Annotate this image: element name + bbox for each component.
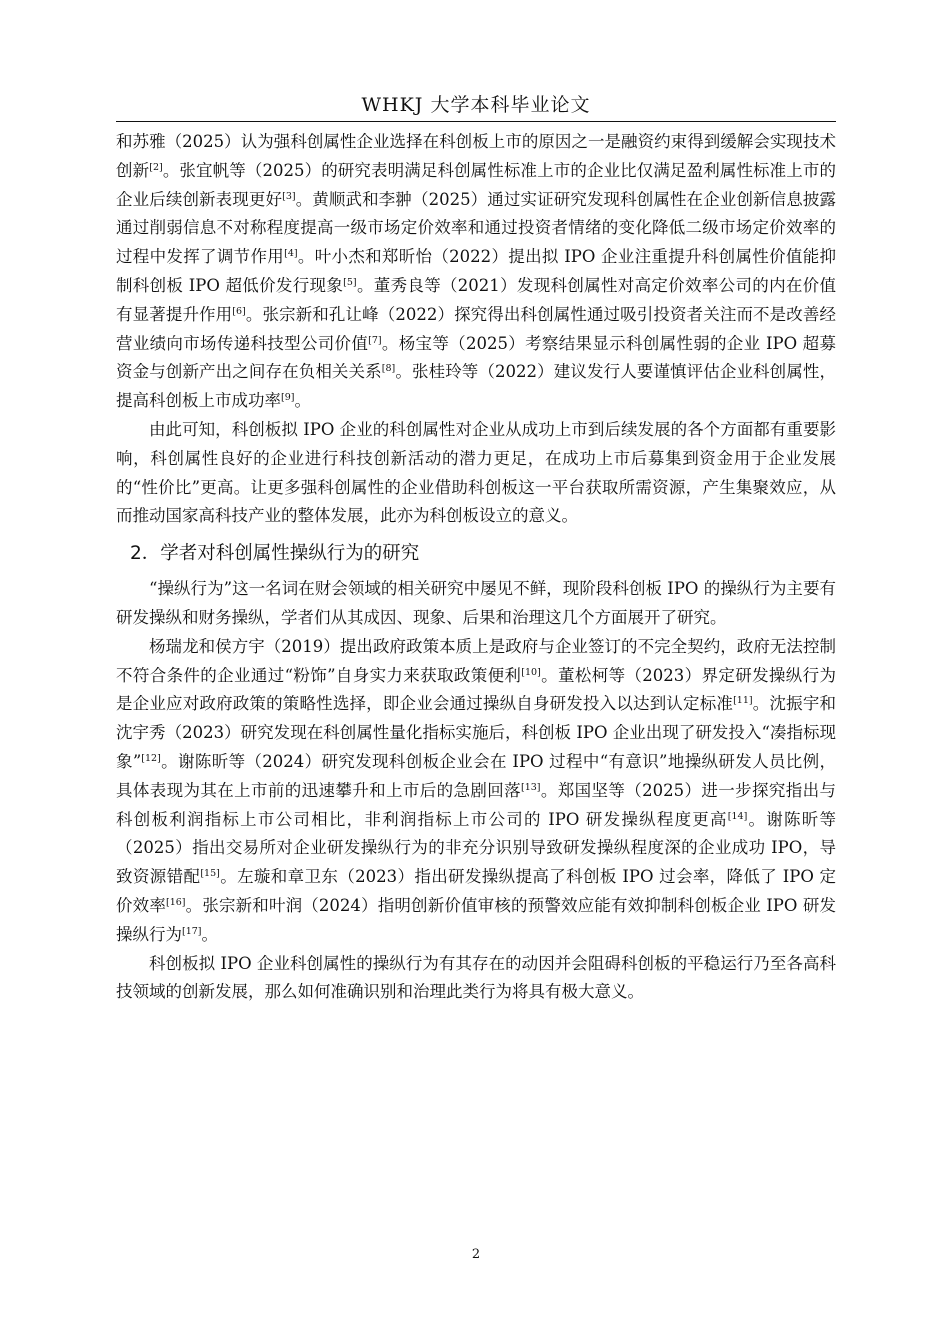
page-number: 2 xyxy=(471,1247,481,1262)
body-text xyxy=(116,128,836,1007)
citation-ref: [15] xyxy=(200,868,220,880)
citation-ref: [4] xyxy=(284,248,298,260)
text-run: 。叶小杰和郑昕怡（2022）提出拟 IPO 企业注重提升科创属性价值能抑制科创板 IPO 超低价发行现象 xyxy=(116,247,836,295)
text-run: 。张桂玲等（2022）建议发行人要谨慎评估企业科创属性，提高科创板上市成功率 xyxy=(116,362,837,411)
paragraph xyxy=(116,575,836,633)
text-run: 。董秀良等（2021）发现科创属性对高定价效率公司的内在价值有显著提升作用 xyxy=(116,275,836,324)
page-header-title: WHKJ 大学本科毕业论文 xyxy=(361,94,591,116)
citation-ref: [12] xyxy=(141,752,161,764)
citation-ref: [13] xyxy=(521,781,541,793)
paragraph xyxy=(116,950,836,1008)
text-run: 。郑国坚等（2025）进一步探究指出与科创板利润指标上市公司相比，非利润指标上市公司的 IPO 研发操纵程度更高 xyxy=(116,780,837,829)
header-divider xyxy=(116,121,836,122)
citation-ref: [7] xyxy=(368,334,382,346)
text-run: 。黄顺武和李翀（2025）通过实证研究发现科创属性在企业创新信息披露通过削弱信息不对称程度提高一级市场定价效率和通过投资者情绪的变化降低二级市场定价效率的过程中发挥了调节作用 xyxy=(116,189,836,267)
paragraph xyxy=(116,128,836,416)
text-run: “操纵行为”这一名词在财会领域的相关研究中屡见不鲜，现阶段科创板 IPO 的操纵行为主要有研发操纵和财务操纵，学者们从其成因、现象、后果和治理这几个方面展开了研究。 xyxy=(116,579,836,627)
paragraph xyxy=(116,633,836,950)
citation-ref: [6] xyxy=(232,305,246,317)
text-run: 杨瑞龙和侯方宇（2019）提出政府政策本质上是政府与企业签订的不完全契约，政府无法控制不符合条件的企业通过“粉饰”自身实力来获取政策便利 xyxy=(116,636,836,685)
citation-ref: [11] xyxy=(733,695,753,707)
citation-ref: [17] xyxy=(182,925,202,937)
text-run: 和苏雅（2025）认为强科创属性企业选择在科创板上市的原因之一是融资约束得到缓解会实现技术创新 xyxy=(116,132,836,180)
section-heading: 2．学者对科创属性操纵行为的研究 xyxy=(130,543,420,565)
text-run: 。沈振宇和沈宇秀（2023）研究发现在科创属性量化指标实施后，科创板 IPO 企业出现了研发投入“凑指标现象” xyxy=(116,694,837,771)
citation-ref: [2] xyxy=(149,161,163,173)
citation-ref: [5] xyxy=(343,276,357,288)
citation-ref: [14] xyxy=(727,810,748,822)
paragraph xyxy=(116,416,836,531)
text-run: 。谢陈昕等（2025）指出交易所对企业研发操纵行为的非充分识别导致研发操纵程度深的企业成功 IPO，导致资源错配 xyxy=(116,809,837,887)
text-run: 科创板拟 IPO 企业科创属性的操纵行为有其存在的动因并会阻碍科创板的平稳运行乃至各高科技领域的创新发展，那么如何准确识别和治理此类行为将具有极大意义。 xyxy=(116,953,836,1002)
text-run: 。左璇和章卫东（2023）指出研发操纵提高了科创板 IPO 过会率，降低了 IPO 定价效率 xyxy=(116,867,837,915)
text-run: 由此可知，科创板拟 IPO 企业的科创属性对企业从成功上市到后续发展的各个方面都有重要影响，科创属性良好的企业进行科技创新活动的潜力更足，在成功上市后募集到资金用于企业发展的“性价比”更高。让更多强科创属性的企业借助科创板这一平台获取所需资源，产生集聚效应，从而推动国家高科技产业的整体发展，此亦为科创板设立的意义。 xyxy=(116,419,836,526)
citation-ref: [10] xyxy=(521,666,541,678)
citation-ref: [9] xyxy=(281,392,295,404)
text-run: 。张宜帆等（2025）的研究表明满足科创属性标准上市的企业比仅满足盈利属性标准上市的企业后续创新表现更好 xyxy=(116,160,837,209)
text-run: 。杨宝等（2025）考察结果显示科创属性弱的企业 IPO 超募资金与创新产出之间存在负相关关系 xyxy=(116,333,836,382)
citation-ref: [3] xyxy=(282,190,296,202)
citation-ref: [8] xyxy=(381,363,396,375)
citation-ref: [16] xyxy=(165,896,186,908)
text-run: 。 xyxy=(294,391,311,411)
text-run: 。 xyxy=(201,924,219,944)
text-run: 。张宗新和孔让峰（2022）探究得出科创属性通过吸引投资者关注而不是改善经营业绩向市场传递科技型公司价值 xyxy=(116,304,836,353)
text-run: 。谢陈昕等（2024）研究发现科创板企业会在 IPO 过程中“有意识”地操纵研发人员比例，具体表现为其在上市前的迅速攀升和上市后的急剧回落 xyxy=(116,751,837,800)
text-run: 。张宗新和叶润（2024）指明创新价值审核的预警效应能有效抑制科创板企业 IPO 研发操纵行为 xyxy=(116,895,836,944)
text-run: 。董松柯等（2023）界定研发操纵行为是企业应对政府政策的策略性选择，即企业会通过操纵自身研发投入以达到认定标准 xyxy=(116,665,836,714)
